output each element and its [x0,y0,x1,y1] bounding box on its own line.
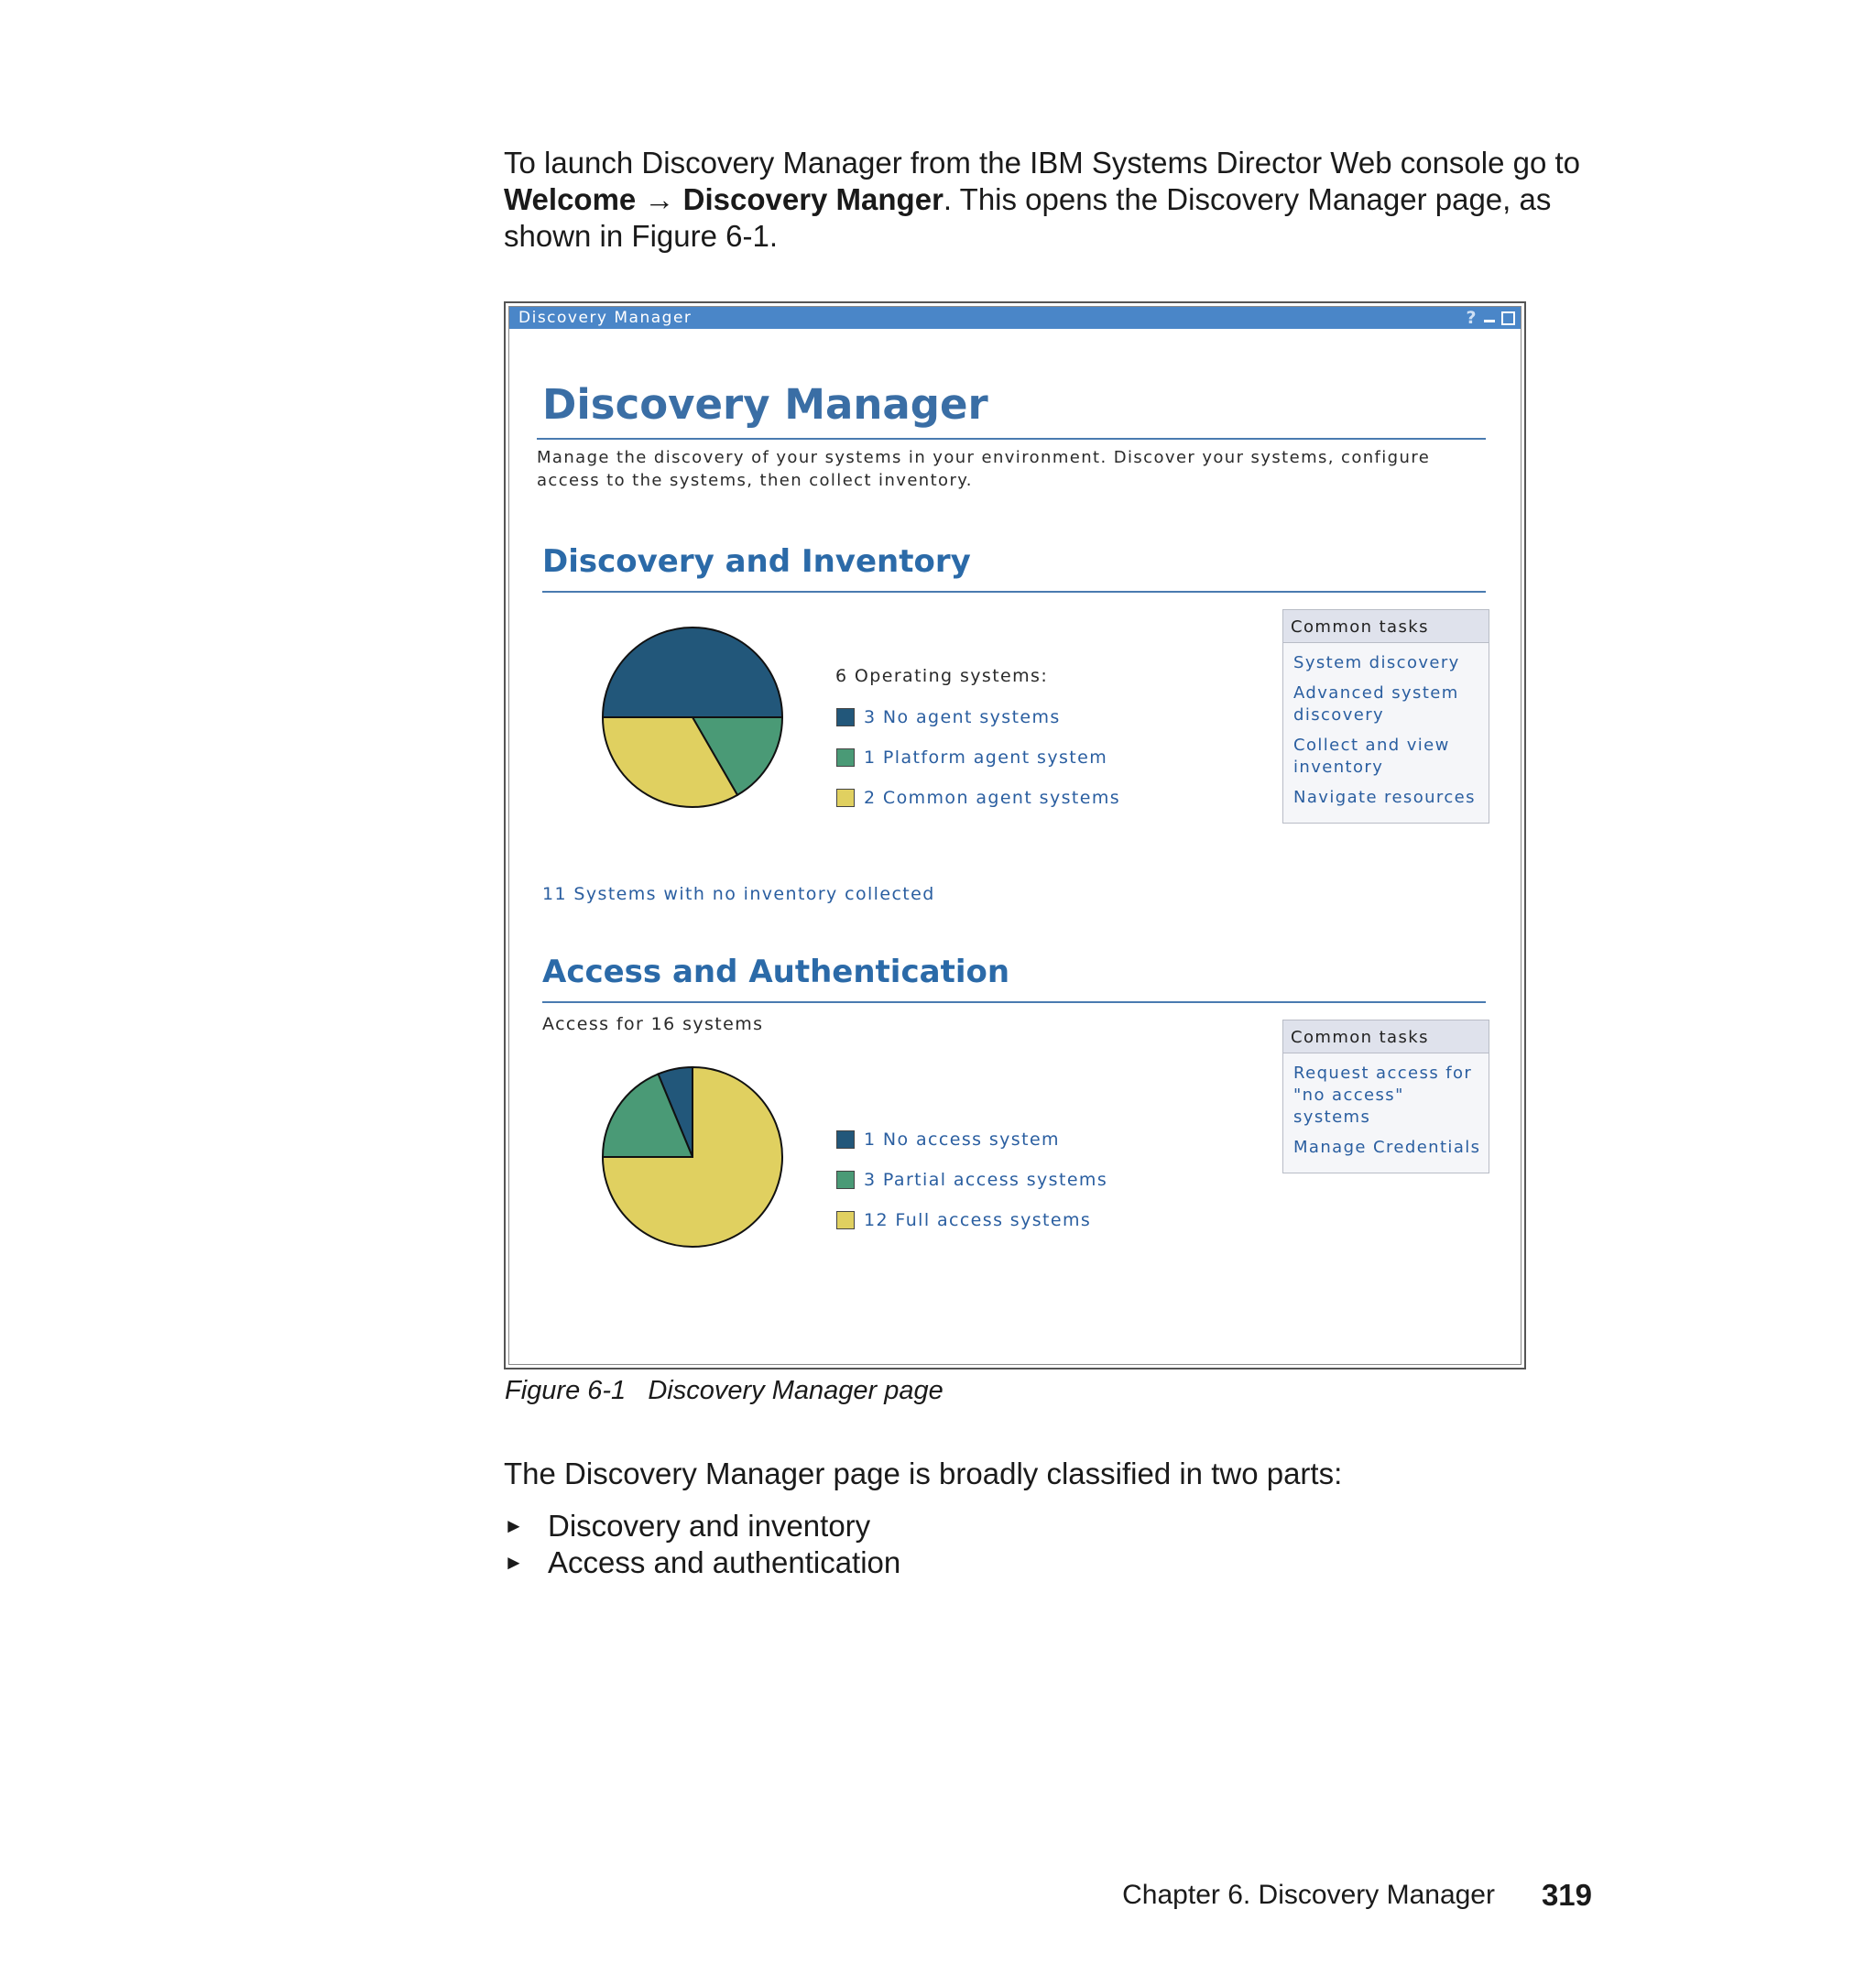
os-count-heading: 6 Operating systems: [835,666,1049,686]
common-tasks-heading: Common tasks [1283,610,1489,643]
common-tasks-discovery [1282,609,1489,824]
maximize-icon[interactable] [1501,311,1515,325]
common-tasks-access [1282,1020,1489,1173]
intro-bold-discovery-manager: Discovery Manger [682,182,943,216]
footer-chapter: Chapter 6. Discovery Manager [1122,1880,1495,1910]
legend-swatch-green [836,748,855,767]
intro-paragraph [504,145,1603,255]
figure-caption: Figure 6-1 Discovery Manager page [505,1376,943,1405]
task-navigate-resources-link[interactable]: Navigate resources [1293,788,1476,807]
bullet-item [504,1544,900,1581]
legend-label: 12 Full access systems [864,1210,1092,1230]
intro-text-before: To launch Discovery Manager from the IBM Systems Director Web console go to [504,146,1581,180]
task-collect-inventory-link[interactable]: Collect and view inventory [1293,736,1450,777]
legend-swatch-dark-blue [836,708,855,726]
help-icon[interactable]: ? [1466,308,1478,328]
titlebar-controls [1466,309,1515,327]
bullet-marker-icon: ► [504,1551,524,1574]
portlet-window [508,306,1522,1365]
legend-partial-access[interactable] [836,1170,1107,1190]
screenshot-frame [504,301,1526,1369]
access-pie-chart [601,1065,784,1249]
legend-label: 1 Platform agent system [864,747,1108,768]
bullet-item [504,1508,900,1544]
legend-platform-agent[interactable] [836,747,1107,768]
legend-no-access[interactable] [836,1129,1060,1150]
legend-common-agent[interactable] [836,788,1120,808]
legend-label: 3 Partial access systems [864,1170,1108,1190]
legend-swatch-yellow [836,789,855,807]
title-divider [537,438,1486,440]
access-count-label: Access for 16 systems [542,1014,764,1034]
task-system-discovery-link[interactable]: System discovery [1293,653,1460,672]
task-request-access-link[interactable]: Request access for "no access" systems [1293,1064,1473,1127]
intro-arrow: → [636,182,683,216]
pie-slice-no-agent [603,627,782,717]
bullet-marker-icon: ► [504,1514,524,1537]
page-description: Manage the discovery of your systems in your environment. Discover your systems, configure access to the systems, then collect inventory. [537,448,1431,490]
legend-full-access[interactable] [836,1210,1091,1230]
task-advanced-discovery-link[interactable]: Advanced system discovery [1293,683,1459,725]
page-title: Discovery Manager [542,380,988,429]
legend-swatch-green [836,1171,855,1189]
intro-text-after: . This opens the Discovery Manager page, as shown in Figure 6-1. [504,182,1552,253]
bullet-list [504,1508,900,1581]
section-title-discovery: Discovery and Inventory [542,543,971,580]
discovery-pie-chart [601,626,784,809]
minimize-icon[interactable] [1483,311,1496,324]
legend-label: 3 No agent systems [864,707,1061,727]
access-divider [542,1001,1486,1003]
bullet-text: Access and authentication [548,1545,901,1579]
common-tasks-list [1283,643,1489,823]
legend-swatch-yellow [836,1211,855,1229]
section-title-access: Access and Authentication [542,954,1010,990]
legend-no-agent[interactable] [836,707,1061,727]
task-manage-credentials-link[interactable]: Manage Credentials [1293,1138,1481,1157]
portlet-titlebar [509,307,1521,329]
legend-swatch-dark-blue [836,1130,855,1149]
body-paragraph: The Discovery Manager page is broadly classified in two parts: [504,1457,1343,1490]
discovery-divider [542,591,1486,593]
common-tasks-heading: Common tasks [1283,1020,1489,1053]
legend-label: 2 Common agent systems [864,788,1121,808]
legend-label: 1 No access system [864,1129,1060,1150]
no-inventory-link[interactable]: 11 Systems with no inventory collected [542,884,935,904]
common-tasks-list [1283,1053,1489,1173]
bullet-text: Discovery and inventory [548,1509,871,1543]
page-number: 319 [1541,1878,1592,1912]
intro-bold-welcome: Welcome [504,182,637,216]
portlet-title: Discovery Manager [518,309,693,327]
